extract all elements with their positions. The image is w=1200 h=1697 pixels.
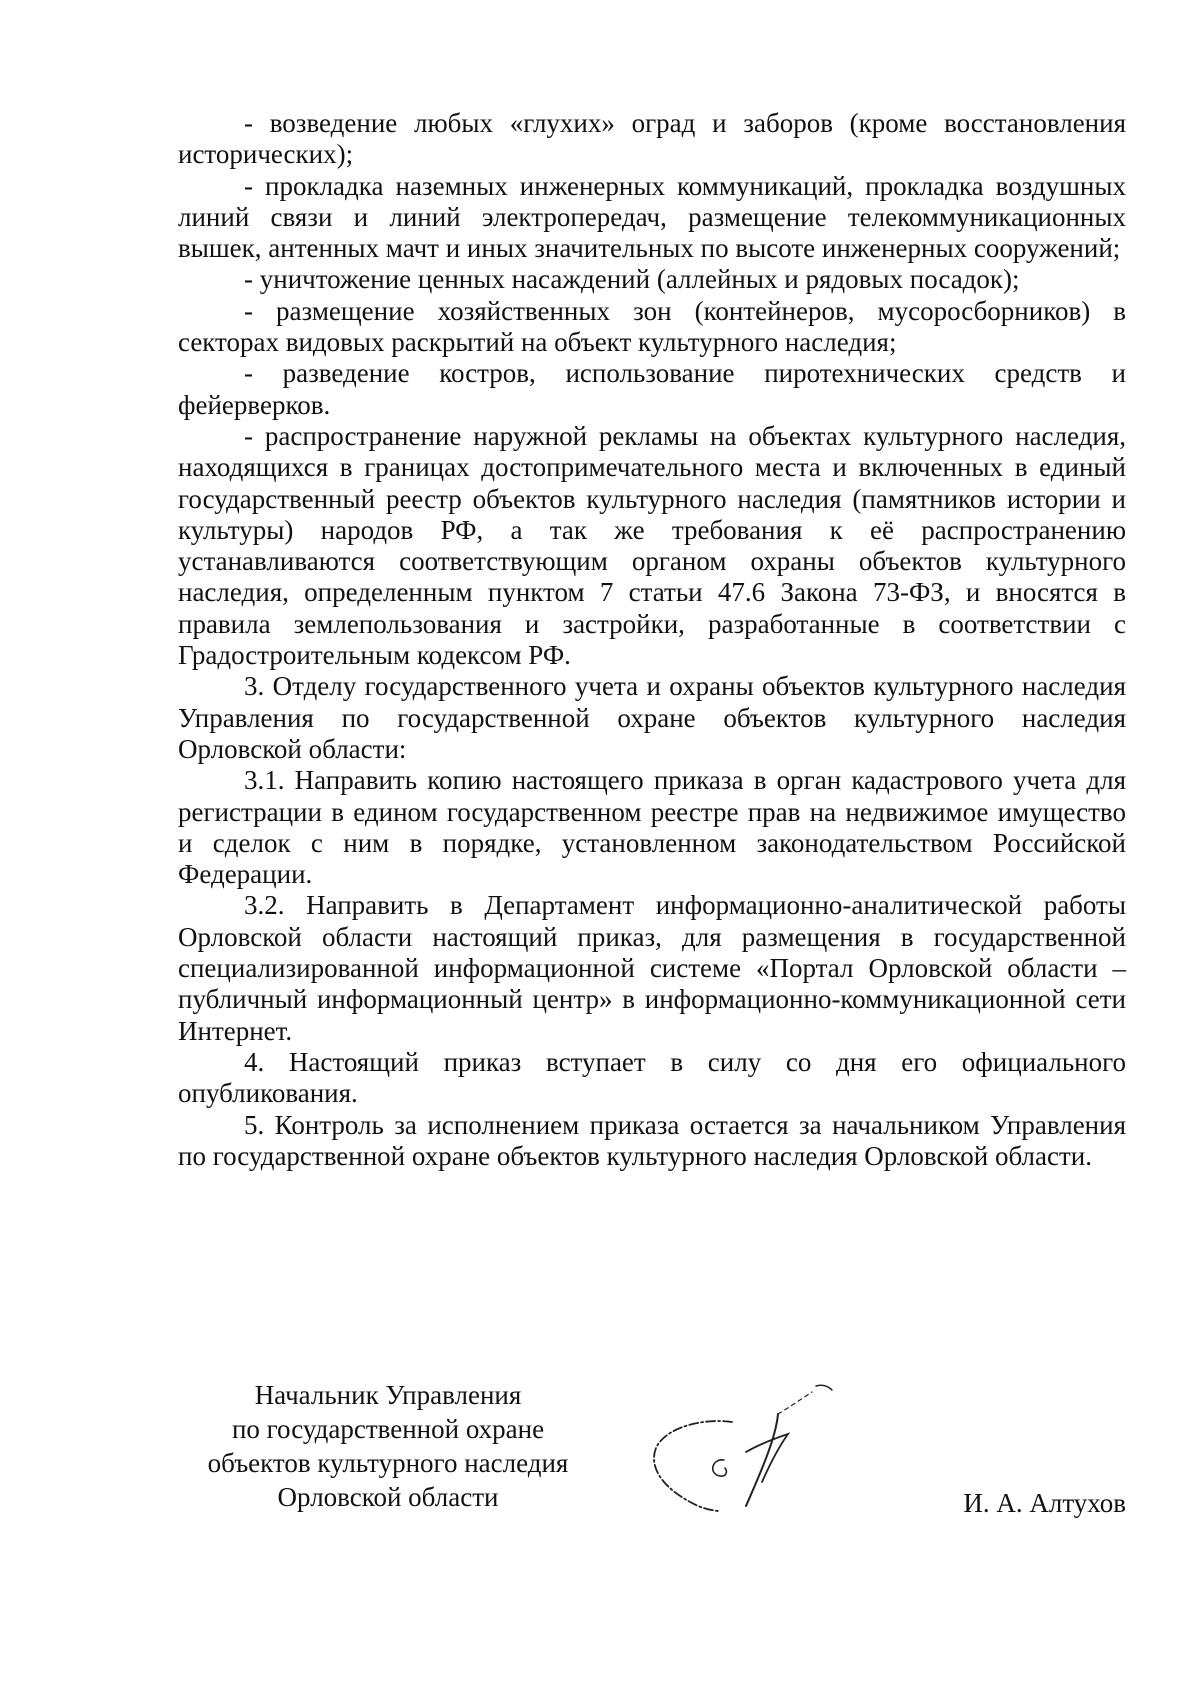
paragraph-item-3: 3. Отделу государственного учета и охраны объектов культурного наследия Управления по государственной охране объектов культурного наследия Орловской области: <box>178 671 1126 764</box>
paragraph-item-4: 4. Настоящий приказ вступает в силу со дня его официального опубликования. <box>178 1046 1126 1109</box>
paragraph-item-3-2: 3.2. Направить в Департамент информационно-аналитической работы Орловской области настоящий приказ, для размещения в государственной специализированной информационной системе «Портал Орловской области – публичный информационный центр» в информационно-коммуникационной сети Интернет. <box>178 890 1126 1046</box>
handwritten-signature <box>628 1378 848 1518</box>
signatory-name: И. А. Алтухов <box>963 1488 1126 1518</box>
paragraph-bonfires: - разведение костров, использование пиротехнических средств и фейерверков. <box>178 358 1126 420</box>
paragraph-utilities: - прокладка наземных инженерных коммуникаций, прокладка воздушных линий связи и линий электропередач, размещение телекоммуникационных вышек, антенных мачт и иных значительных по высоте инженерных сооружений; <box>178 170 1126 264</box>
signature-block <box>178 1378 1126 1528</box>
paragraph-plantings: - уничтожение ценных насаждений (аллейных и рядовых посадок); <box>244 264 1020 295</box>
signatory-title <box>178 1378 598 1514</box>
document-body <box>178 108 1126 1172</box>
paragraph-advertising: - распространение наружной рекламы на объектах культурного наследия, находящихся в границах достопримечательного места и включенных в единый государственный реестр объектов культурного наследия (памятников истории и культуры) народов РФ, а так же требования к её распространению устанавливаются соответствующим органом охраны объектов культурного наследия, определенным пунктом 7 статьи 47.6 Закона 73-ФЗ, и вносятся в правила землепользования и застройки, разработанные в соответствии с Градостроительным кодексом РФ. <box>178 420 1126 671</box>
signatory-title-line: Начальник Управления <box>254 1380 522 1410</box>
paragraph-household-zones: - размещение хозяйственных зон (контейнеров, мусоросборников) в секторах видовых раскрытий на объект культурного наследия; <box>178 295 1126 358</box>
paragraph-item-3-1: 3.1. Направить копию настоящего приказа в орган кадастрового учета для регистрации в едином государственном реестре прав на недвижимое имущество и сделок с ним в порядке, установленном законодательством Российской Федерации. <box>178 765 1126 890</box>
paragraph-fences: - возведение любых «глухих» оград и заборов (кроме восстановления исторических); <box>178 108 1126 170</box>
signatory-title-line: Орловской области <box>277 1482 499 1512</box>
signatory-title-line: по государственной охране <box>231 1414 545 1444</box>
paragraph-item-5: 5. Контроль за исполнением приказа остается за начальником Управления по государственной охране объектов культурного наследия Орловской области. <box>178 1109 1126 1171</box>
signatory-title-line: объектов культурного наследия <box>207 1448 569 1478</box>
